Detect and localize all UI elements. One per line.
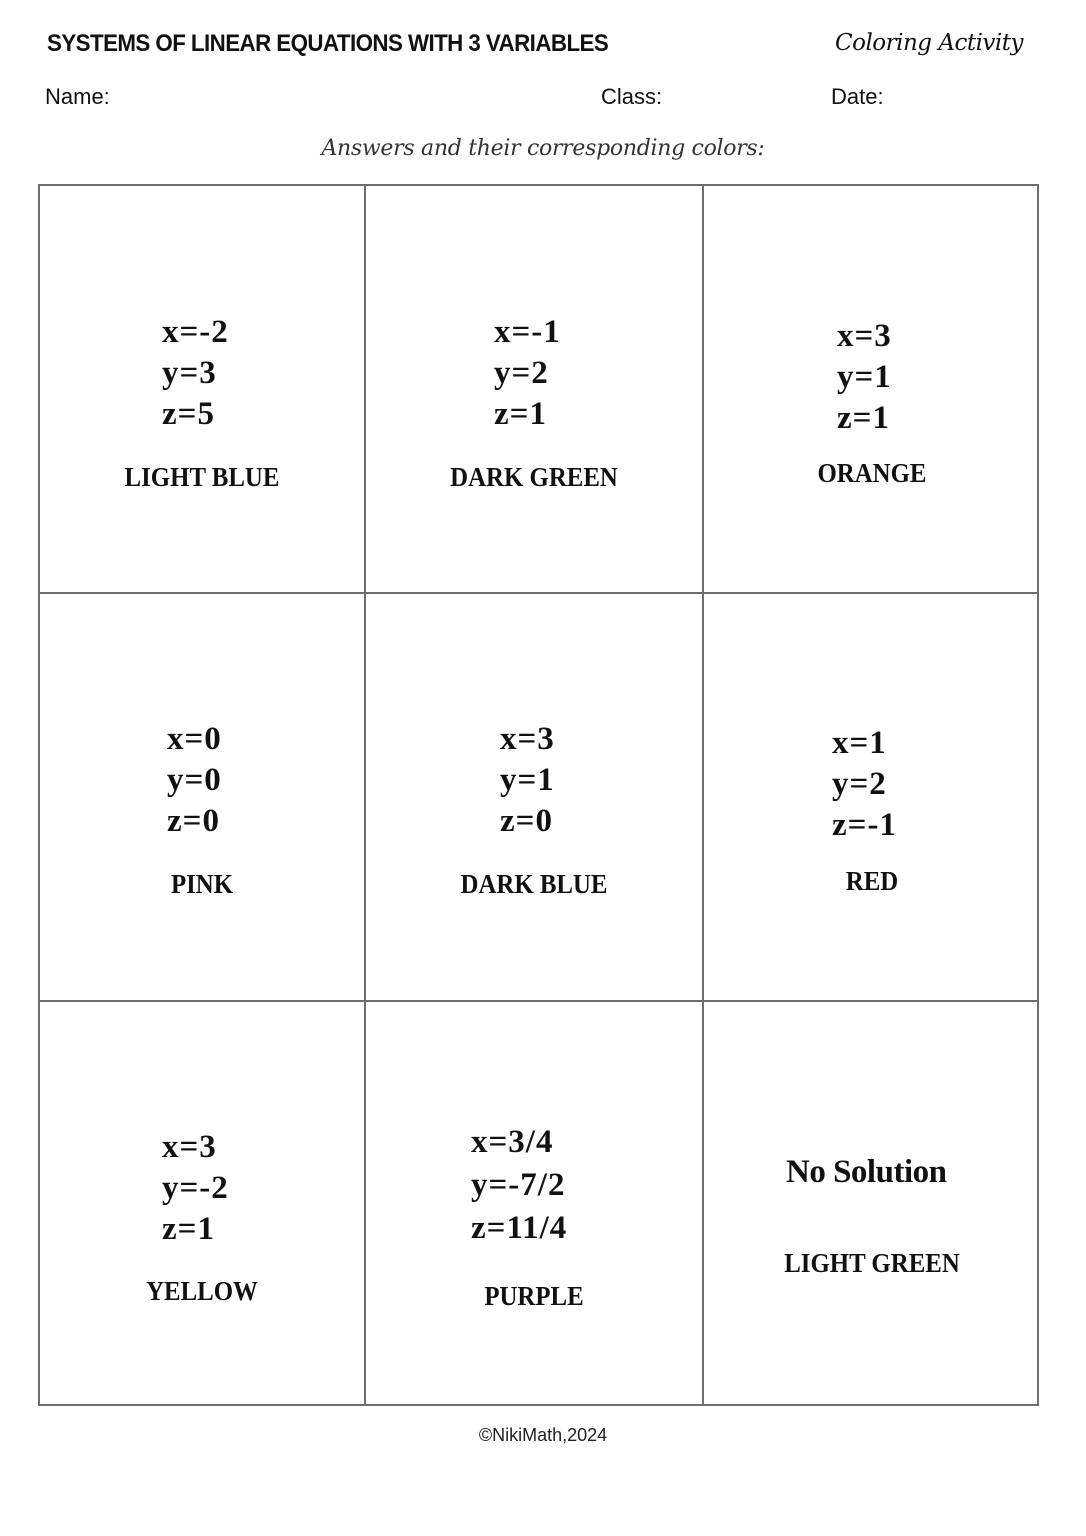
y-value: y=0 [167, 762, 222, 798]
z-value: z=1 [162, 1211, 215, 1247]
color-label: PINK [170, 869, 234, 899]
y-value: y=-2 [162, 1170, 229, 1206]
answer-cell-orange [837, 316, 892, 439]
color-label: LIGHT BLUE [124, 462, 280, 492]
x-value: x=-1 [494, 314, 561, 350]
color-label: RED [845, 866, 899, 896]
color-label: ORANGE [817, 458, 927, 488]
z-value: z=0 [167, 803, 220, 839]
worksheet-title: SYSTEMS OF LINEAR EQUATIONS WITH 3 VARIABLES [47, 30, 609, 57]
y-value: y=1 [837, 359, 892, 395]
z-value: z=1 [837, 400, 890, 436]
color-label: PURPLE [484, 1281, 584, 1311]
z-value: z=0 [500, 803, 553, 839]
answer-cell-red [832, 723, 897, 846]
y-value: y=2 [494, 355, 549, 391]
grid-divider [364, 186, 366, 1404]
answer-cell-dark-green [494, 312, 561, 435]
y-value: y=1 [500, 762, 555, 798]
answer-cell-pink [167, 719, 222, 842]
answer-cell-dark-blue [500, 719, 555, 842]
x-value: x=3 [162, 1129, 217, 1165]
y-value: y=-7/2 [471, 1167, 566, 1203]
answer-grid [38, 184, 1039, 1406]
color-label: DARK BLUE [460, 869, 608, 899]
answer-cell-light-blue [162, 312, 229, 435]
class-field-label: Class: [601, 84, 663, 109]
answer-cell-purple [471, 1121, 567, 1250]
grid-divider [40, 592, 1037, 594]
z-value: z=-1 [832, 807, 897, 843]
name-field-label: Name: [45, 84, 110, 109]
color-label: YELLOW [146, 1276, 258, 1306]
x-value: x=3/4 [471, 1124, 554, 1160]
color-label: LIGHT GREEN [784, 1248, 960, 1278]
z-value: z=11/4 [471, 1210, 568, 1246]
x-value: x=-2 [162, 314, 229, 350]
z-value: z=1 [494, 396, 547, 432]
no-solution-answer: No Solution [786, 1154, 947, 1190]
activity-subtitle: Coloring Activity [835, 30, 1024, 56]
x-value: x=0 [167, 721, 222, 757]
z-value: z=5 [162, 396, 215, 432]
x-value: x=3 [837, 318, 892, 354]
answers-heading: Answers and their corresponding colors: [321, 136, 765, 161]
grid-divider [702, 186, 704, 1404]
date-field-label: Date: [831, 84, 884, 109]
grid-divider [40, 1000, 1037, 1002]
copyright-footer: ©NikiMath,2024 [478, 1425, 608, 1445]
x-value: x=1 [832, 725, 887, 761]
y-value: y=3 [162, 355, 217, 391]
x-value: x=3 [500, 721, 555, 757]
y-value: y=2 [832, 766, 887, 802]
color-label: DARK GREEN [450, 462, 618, 492]
answer-cell-yellow [162, 1127, 229, 1250]
